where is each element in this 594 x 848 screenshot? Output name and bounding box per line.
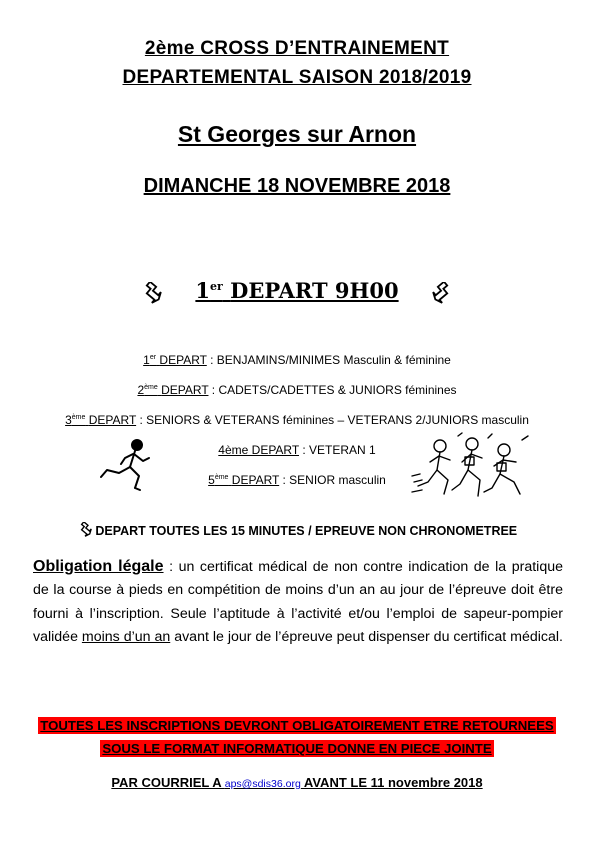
- depart-num: 3: [65, 413, 72, 427]
- notice-line-2: [0, 740, 594, 758]
- location-title: St Georges sur Arnon: [177, 121, 417, 147]
- depart-line-3: [0, 413, 594, 427]
- depart-text: : SENIOR masculin: [279, 473, 386, 487]
- depart-line-1: [0, 353, 594, 367]
- legal-paragraph: [33, 555, 563, 649]
- depart-num: 1: [143, 353, 150, 367]
- arrow-right-icon: [140, 282, 162, 304]
- legal-text-1: : un certificat médical de non contre indication de la pratique de la course à pieds en compétition de moins d’un an au jour de l’épreuve doit être fourni à l’inscription. Seule l’aptitude à l’activité et/ou l’emploi de sapeur-pompier validée: [33, 559, 564, 645]
- notice-text-2: SOUS LE FORMAT INFORMATIQUE DONNE EN PIECE JOINTE: [102, 741, 492, 756]
- first-depart-line: [0, 278, 594, 304]
- depart-line-2: [0, 383, 594, 397]
- arrow-left-icon: [432, 282, 454, 304]
- title-line-2: DEPARTEMENTAL SAISON 2018/2019: [122, 67, 472, 88]
- arrow-right-small-icon: [77, 522, 92, 537]
- mail-line: [0, 775, 594, 790]
- depart-text: : SENIORS & VETERANS féminines – VETERANS 2/JUNIORS masculin: [136, 413, 529, 427]
- legal-text-2: avant le jour de l’épreuve peut dispenser du certificat médical.: [170, 628, 563, 645]
- depart-num: 5: [208, 473, 215, 487]
- mail-prefix: PAR COURRIEL A: [111, 775, 225, 790]
- notice-line-1: [0, 717, 594, 735]
- runner-woman-icon: [95, 436, 157, 498]
- depart-sup: ème: [144, 384, 158, 391]
- depart-label: DEPART: [231, 473, 280, 487]
- depart-sup: ème: [71, 414, 86, 421]
- depart-interval-text: DEPART TOUTES LES 15 MINUTES / EPREUVE NON CHRONOMETREE: [95, 524, 518, 538]
- email-link[interactable]: aps@sdis36.org: [224, 778, 301, 790]
- depart-text: : VETERAN 1: [299, 443, 376, 457]
- legal-underlined: moins d’un an: [81, 628, 171, 645]
- depart-interval-line: [0, 522, 594, 538]
- mail-suffix: AVANT LE 11 novembre 2018: [300, 775, 483, 790]
- first-depart-num: 1: [195, 278, 211, 303]
- depart-label: DEPART: [161, 383, 209, 397]
- depart-label: DEPART: [88, 413, 137, 427]
- depart-sup: er: [149, 354, 157, 361]
- first-depart-sup: er: [210, 280, 223, 293]
- event-date: DIMANCHE 18 NOVEMBRE 2018: [143, 175, 451, 197]
- notice-text-1: TOUTES LES INSCRIPTIONS DEVRONT OBLIGATOIREMENT ETRE RETOURNEES: [40, 718, 554, 733]
- depart-sup: ème: [214, 474, 229, 481]
- depart-text: : BENJAMINS/MINIMES Masculin & féminine: [206, 353, 451, 367]
- title-line-1: 2ème CROSS D’ENTRAINEMENT: [144, 38, 450, 59]
- depart-label: DEPART: [159, 353, 207, 367]
- depart-num: 2: [137, 383, 145, 397]
- legal-label: Obligation légale: [33, 558, 164, 575]
- first-depart-label: DEPART 9H00: [230, 278, 399, 303]
- runners-group-icon: [410, 432, 532, 510]
- depart-label: 4ème DEPART: [218, 443, 299, 457]
- depart-text: : CADETS/CADETTES & JUNIORS féminines: [208, 383, 457, 397]
